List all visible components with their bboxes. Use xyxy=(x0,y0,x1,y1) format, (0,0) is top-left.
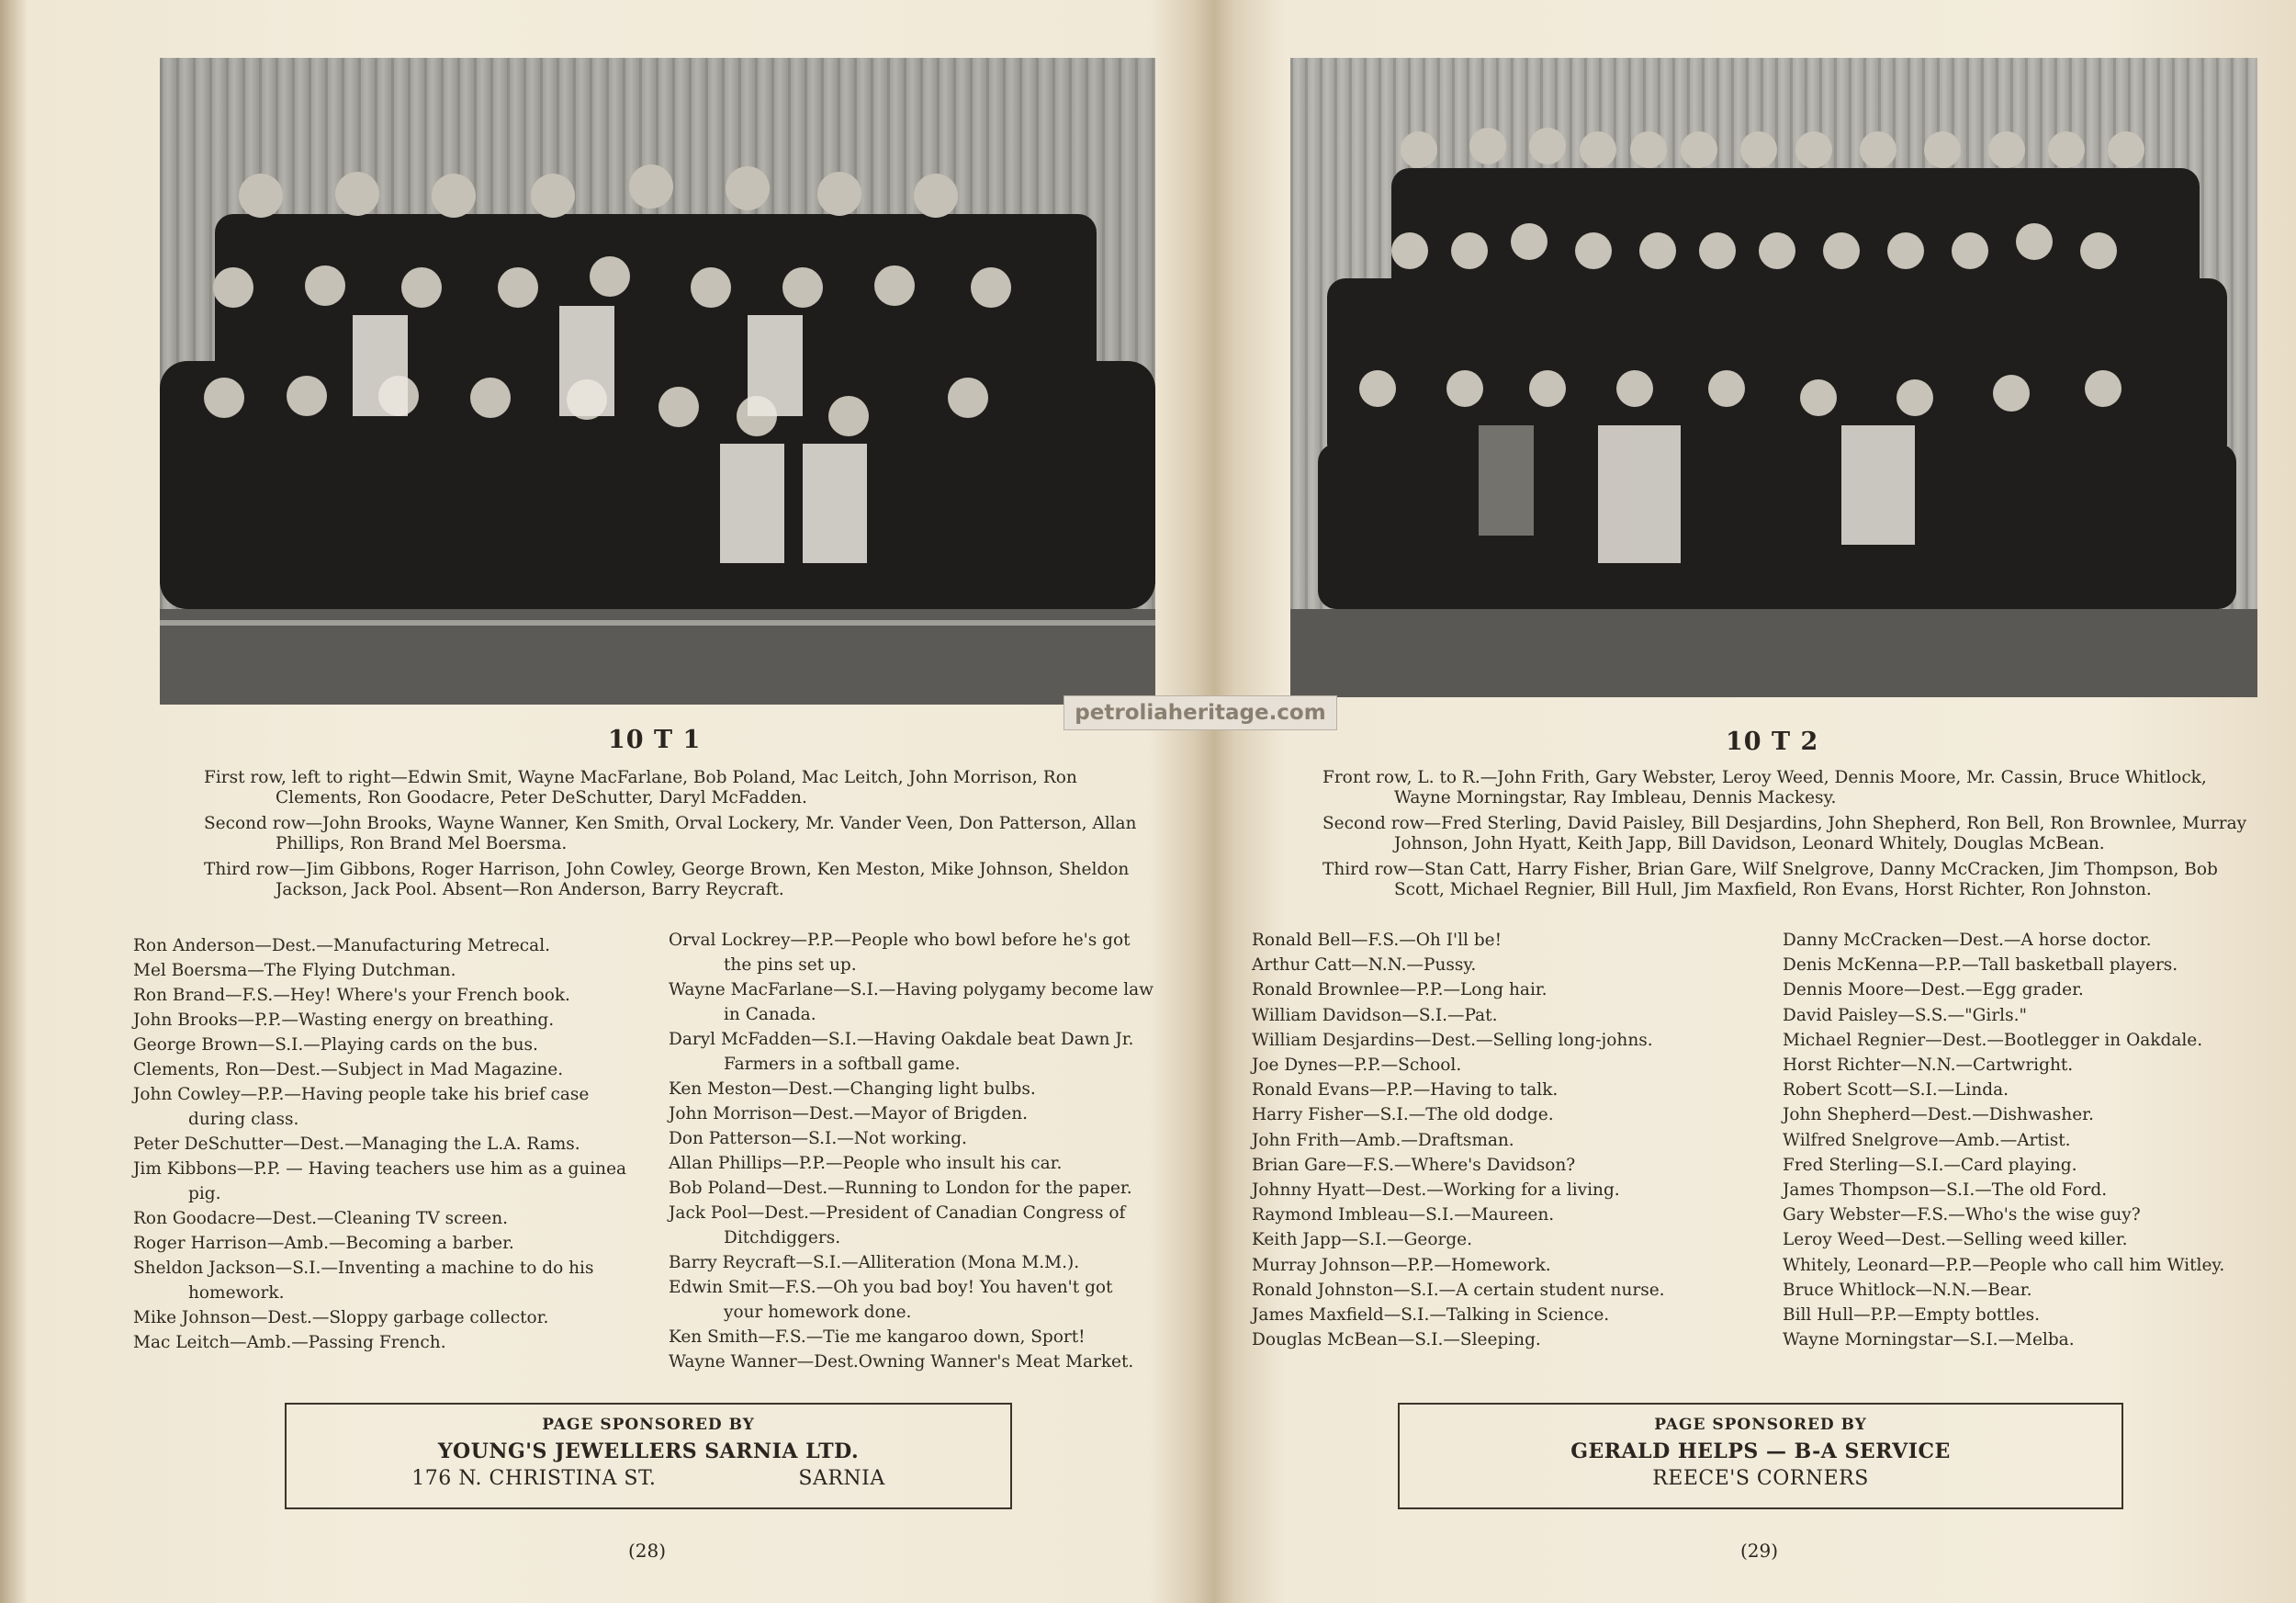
page-number: (28) xyxy=(628,1540,667,1562)
caption-front-row: Front row, L. to R.—John Frith, Gary Webster, Leroy Weed, Dennis Moore, Mr. Cassin, Bruce Whitlock, Wayne Morningstar, Ray Imbleau, Dennis Mackesy. xyxy=(1322,768,2207,807)
entry: Wayne Morningstar—S.I.—Melba. xyxy=(1783,1330,2075,1350)
entries-column-1 xyxy=(1252,928,1748,1352)
entry: Bruce Whitlock—N.N.—Bear. xyxy=(1783,1280,2032,1300)
entry: Bob Poland—Dest.—Running to London for the paper. xyxy=(669,1179,1132,1198)
entry: Daryl McFadden—S.I.—Having Oakdale beat Dawn Jr. Farmers in a softball game. xyxy=(669,1030,1134,1074)
entry: Bill Hull—P.P.—Empty bottles. xyxy=(1783,1305,2041,1326)
sponsor-box xyxy=(285,1403,1012,1509)
entry: Johnny Hyatt—Dest.—Working for a living. xyxy=(1252,1180,1620,1201)
entry: Ron Goodacre—Dest.—Cleaning TV screen. xyxy=(133,1209,509,1228)
entry: Allan Phillips—P.P.—People who insult his car. xyxy=(669,1154,1063,1173)
entry: James Thompson—S.I.—The old Ford. xyxy=(1783,1180,2108,1201)
entry: Edwin Smit—F.S.—Oh you bad boy! You haven't got your homework done. xyxy=(669,1278,1113,1322)
entry: Danny McCracken—Dest.—A horse doctor. xyxy=(1783,931,2152,950)
class-photo-10t1 xyxy=(160,58,1155,705)
entry: Ronald Brownlee—P.P.—Long hair. xyxy=(1252,980,1548,1000)
caption-second-row: Second row—Fred Sterling, David Paisley, Bill Desjardins, John Shepherd, Ron Bell, Ron Brownlee, Murray Johnson, John Hyatt, Keith Japp, Bill Davidson, Leonard Whitely, Douglas McBean. xyxy=(1322,814,2247,853)
caption-third-row: Third row—Jim Gibbons, Roger Harrison, John Cowley, George Brown, Ken Meston, Mike Johnson, Sheldon Jackson, Jack Pool. Absent—Ron Anderson, Barry Reycraft. xyxy=(204,860,1130,899)
entry: Clements, Ron—Dest.—Subject in Mad Magazine. xyxy=(133,1060,564,1079)
sponsor-address: REECE'S CORNERS xyxy=(1652,1467,1869,1490)
photo-caption xyxy=(1322,768,2261,906)
sponsor-address-line xyxy=(287,1467,1010,1490)
entry: David Paisley—S.S.—"Girls." xyxy=(1783,1005,2027,1025)
entry: Jim Kibbons—P.P. — Having teachers use him as a guinea pig. xyxy=(133,1159,627,1203)
entry: Horst Richter—N.N.—Cartwright. xyxy=(1783,1055,2074,1076)
entry: Leroy Weed—Dest.—Selling weed killer. xyxy=(1783,1230,2128,1250)
entry: Keith Japp—S.I.—George. xyxy=(1252,1230,1473,1250)
entry: Ken Meston—Dest.—Changing light bulbs. xyxy=(669,1079,1036,1099)
entry: Arthur Catt—N.N.—Pussy. xyxy=(1252,955,1477,976)
entry: John Shepherd—Dest.—Dishwasher. xyxy=(1783,1105,2094,1125)
entry: Orval Lockrey—P.P.—People who bowl before he's got the pins set up. xyxy=(669,931,1131,975)
entry: William Desjardins—Dest.—Selling long-johns. xyxy=(1252,1030,1653,1050)
entry: Mike Johnson—Dest.—Sloppy garbage collector. xyxy=(133,1308,549,1327)
sponsor-label: PAGE SPONSORED BY xyxy=(542,1416,755,1434)
entry: Wayne MacFarlane—S.I.—Having polygamy become law in Canada. xyxy=(669,980,1154,1024)
entries-column-2 xyxy=(669,928,1155,1374)
watermark: petroliaheritage.com xyxy=(1064,695,1337,730)
entry: Ken Smith—F.S.—Tie me kangaroo down, Sport! xyxy=(669,1327,1086,1347)
entry: Murray Johnson—P.P.—Homework. xyxy=(1252,1255,1551,1275)
entry: John Morrison—Dest.—Mayor of Brigden. xyxy=(669,1104,1029,1123)
entry: Dennis Moore—Dest.—Egg grader. xyxy=(1783,980,2084,1000)
entry: Brian Gare—F.S.—Where's Davidson? xyxy=(1252,1155,1576,1175)
photo-caption xyxy=(204,768,1148,906)
caption-first-row: First row, left to right—Edwin Smit, Wayne MacFarlane, Bob Poland, Mac Leitch, John Morrison, Ron Clements, Ron Goodacre, Peter DeSchutter, Daryl McFadden. xyxy=(204,768,1077,807)
entry: Ron Brand—F.S.—Hey! Where's your French book. xyxy=(133,986,570,1005)
class-title: 10 T 1 xyxy=(608,726,702,754)
entry: Ronald Bell—F.S.—Oh I'll be! xyxy=(1252,931,1503,950)
entry: Robert Scott—S.I.—Linda. xyxy=(1783,1080,2009,1101)
sponsor-name: GERALD HELPS — B-A SERVICE xyxy=(1570,1439,1951,1463)
entry: John Brooks—P.P.—Wasting energy on breathing. xyxy=(133,1010,555,1030)
entry: Ronald Evans—P.P.—Having to talk. xyxy=(1252,1080,1559,1101)
sponsor-label: PAGE SPONSORED BY xyxy=(1654,1416,1867,1434)
entry: Douglas McBean—S.I.—Sleeping. xyxy=(1252,1330,1541,1350)
entry: Michael Regnier—Dest.—Bootlegger in Oakdale. xyxy=(1783,1030,2203,1050)
entry: Ron Anderson—Dest.—Manufacturing Metrecal. xyxy=(133,936,550,955)
page-number: (29) xyxy=(1740,1540,1779,1562)
entry: Gary Webster—F.S.—Who's the wise guy? xyxy=(1783,1205,2141,1225)
right-page xyxy=(1214,0,2296,1603)
entry: Mac Leitch—Amb.—Passing French. xyxy=(133,1333,446,1352)
entry: Whitely, Leonard—P.P.—People who call him Witley. xyxy=(1783,1255,2225,1275)
entry: Wilfred Snelgrove—Amb.—Artist. xyxy=(1783,1130,2071,1150)
sponsor-address: 176 N. CHRISTINA ST. xyxy=(411,1467,657,1490)
entry: James Maxfield—S.I.—Talking in Science. xyxy=(1252,1305,1610,1326)
sponsor-box xyxy=(1398,1403,2123,1509)
entry: Roger Harrison—Amb.—Becoming a barber. xyxy=(133,1234,514,1253)
entry: Don Patterson—S.I.—Not working. xyxy=(669,1129,967,1148)
entries-column-1 xyxy=(133,933,629,1355)
class-title: 10 T 2 xyxy=(1726,728,1819,756)
entry: Ronald Johnston—S.I.—A certain student nurse. xyxy=(1252,1280,1665,1300)
entry: Harry Fisher—S.I.—The old dodge. xyxy=(1252,1105,1554,1125)
entry: John Frith—Amb.—Draftsman. xyxy=(1252,1130,1514,1150)
entry: Barry Reycraft—S.I.—Alliteration (Mona M.M.). xyxy=(669,1253,1080,1272)
class-photo-10t2 xyxy=(1290,58,2257,697)
caption-third-row: Third row—Stan Catt, Harry Fisher, Brian Gare, Wilf Snelgrove, Danny McCracken, Jim Thompson, Bob Scott, Michael Regnier, Bill Hull, Jim Maxfield, Ron Evans, Horst Richter, Ron Johnston. xyxy=(1322,860,2218,899)
entry: Sheldon Jackson—S.I.—Inventing a machine to do his homework. xyxy=(133,1259,594,1303)
entry: Peter DeSchutter—Dest.—Managing the L.A. Rams. xyxy=(133,1135,580,1154)
entries-column-2 xyxy=(1783,928,2296,1352)
entry: Denis McKenna—P.P.—Tall basketball players. xyxy=(1783,955,2178,976)
entry: Raymond Imbleau—S.I.—Maureen. xyxy=(1252,1205,1555,1225)
sponsor-city: SARNIA xyxy=(798,1467,885,1490)
group-photo-image xyxy=(160,58,1155,705)
sponsor-name: YOUNG'S JEWELLERS SARNIA LTD. xyxy=(437,1439,860,1463)
entry: William Davidson—S.I.—Pat. xyxy=(1252,1005,1498,1025)
caption-second-row: Second row—John Brooks, Wayne Wanner, Ken Smith, Orval Lockery, Mr. Vander Veen, Don Patterson, Allan Phillips, Ron Brand Mel Boersma. xyxy=(204,814,1137,853)
entry: Mel Boersma—The Flying Dutchman. xyxy=(133,961,456,980)
entry: George Brown—S.I.—Playing cards on the bus. xyxy=(133,1035,538,1055)
entry: Jack Pool—Dest.—President of Canadian Congress of Ditchdiggers. xyxy=(669,1203,1126,1247)
group-photo-image xyxy=(1290,58,2257,697)
entry: John Cowley—P.P.—Having people take his brief case during class. xyxy=(133,1085,590,1129)
entry: Wayne Wanner—Dest.Owning Wanner's Meat Market. xyxy=(669,1352,1134,1372)
entry: Joe Dynes—P.P.—School. xyxy=(1252,1055,1462,1076)
entry: Fred Sterling—S.I.—Card playing. xyxy=(1783,1155,2077,1175)
